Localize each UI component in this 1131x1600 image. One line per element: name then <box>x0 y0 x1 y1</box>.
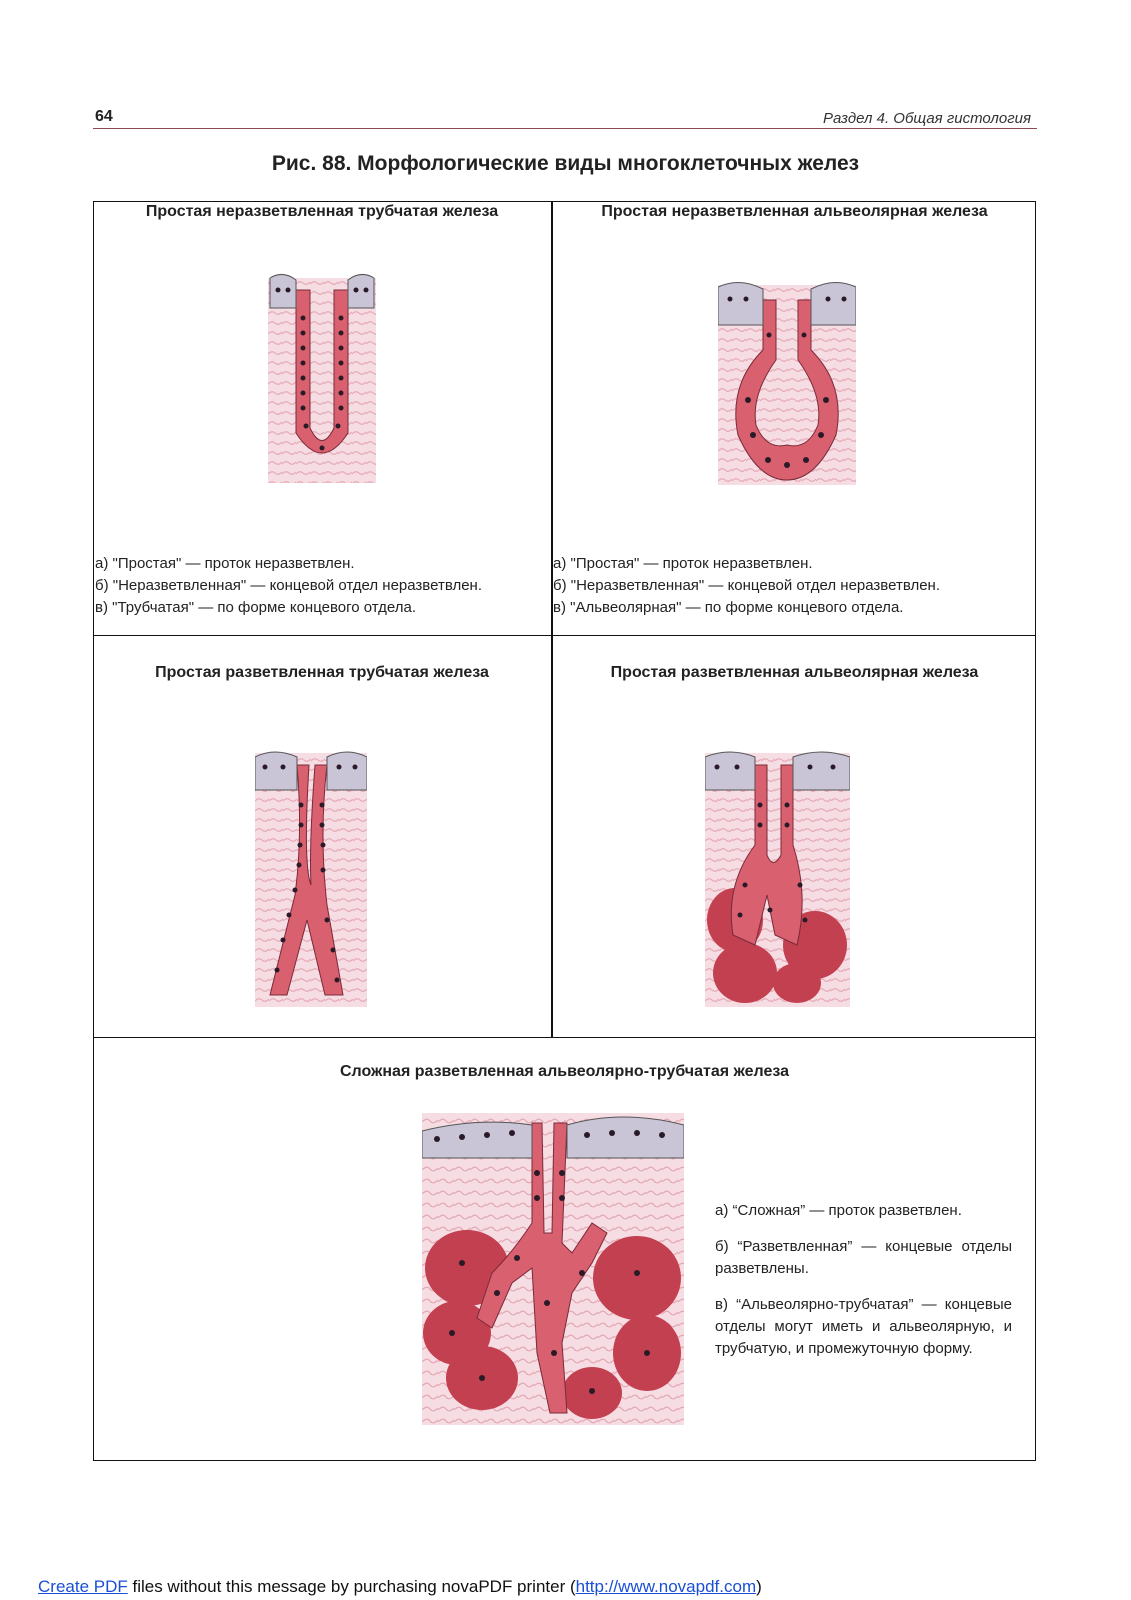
novapdf-link[interactable]: http://www.novapdf.com <box>575 1577 757 1596</box>
panel-title-top-left: Простая неразветвленная трубчатая железа <box>145 203 499 220</box>
caption-line: б) "Неразветвленная" — концевой отдел неразветвлен. <box>95 577 482 594</box>
compound-alveolar-tubular-gland-illustration <box>422 1103 684 1425</box>
caption-line: в) "Альвеолярная" — по форме концевого отдела. <box>553 599 904 616</box>
captions-top-left <box>95 553 482 619</box>
create-pdf-link[interactable]: Create PDF <box>38 1577 128 1596</box>
header-rule <box>93 128 1037 129</box>
simple-tubular-gland-illustration <box>268 268 376 483</box>
page-number: 64 <box>95 108 113 125</box>
caption-line: б) “Разветвленная” — концевые отделы разветвлены. <box>715 1238 1012 1277</box>
panel-title-bottom: Сложная разветвленная альвеолярно-трубчатая железа <box>339 1063 790 1080</box>
panel-title-middle-left: Простая разветвленная трубчатая железа <box>155 664 489 681</box>
captions-top-right <box>553 553 940 619</box>
caption-line: а) "Простая" — проток неразветвлен. <box>95 555 355 572</box>
caption-line: а) "Простая" — проток неразветвлен. <box>553 555 813 572</box>
footer-notice <box>38 1577 762 1597</box>
branched-tubular-gland-illustration <box>255 745 367 1007</box>
divider-row-2 <box>93 1037 1036 1038</box>
footer-text: files without this message by purchasing novaPDF printer ( <box>127 1577 576 1596</box>
caption-line: в) “Альвеолярно-трубчатая” — концевые отделы могут иметь и альвеолярную, и трубчатую, и промежуточную форму. <box>715 1296 1012 1357</box>
panel-title-top-right: Простая неразветвленная альвеолярная железа <box>601 203 988 220</box>
footer-end: ) <box>756 1577 762 1596</box>
panel-title-middle-right: Простая разветвленная альвеолярная железа <box>610 664 979 681</box>
caption-line: б) "Неразветвленная" — концевой отдел неразветвлен. <box>553 577 940 594</box>
divider-vertical <box>551 201 553 1037</box>
caption-line: а) “Сложная” — проток разветвлен. <box>715 1202 962 1219</box>
figure-title: Рис. 88. Морфологические виды многоклеточных желез <box>271 152 860 175</box>
divider-row-1 <box>93 635 1036 636</box>
captions-bottom <box>715 1200 1012 1374</box>
section-title: Раздел 4. Общая гистология <box>823 110 1031 127</box>
simple-alveolar-gland-illustration <box>718 275 856 487</box>
branched-alveolar-gland-illustration <box>705 745 850 1007</box>
caption-line: в) "Трубчатая" — по форме концевого отдела. <box>95 599 417 616</box>
